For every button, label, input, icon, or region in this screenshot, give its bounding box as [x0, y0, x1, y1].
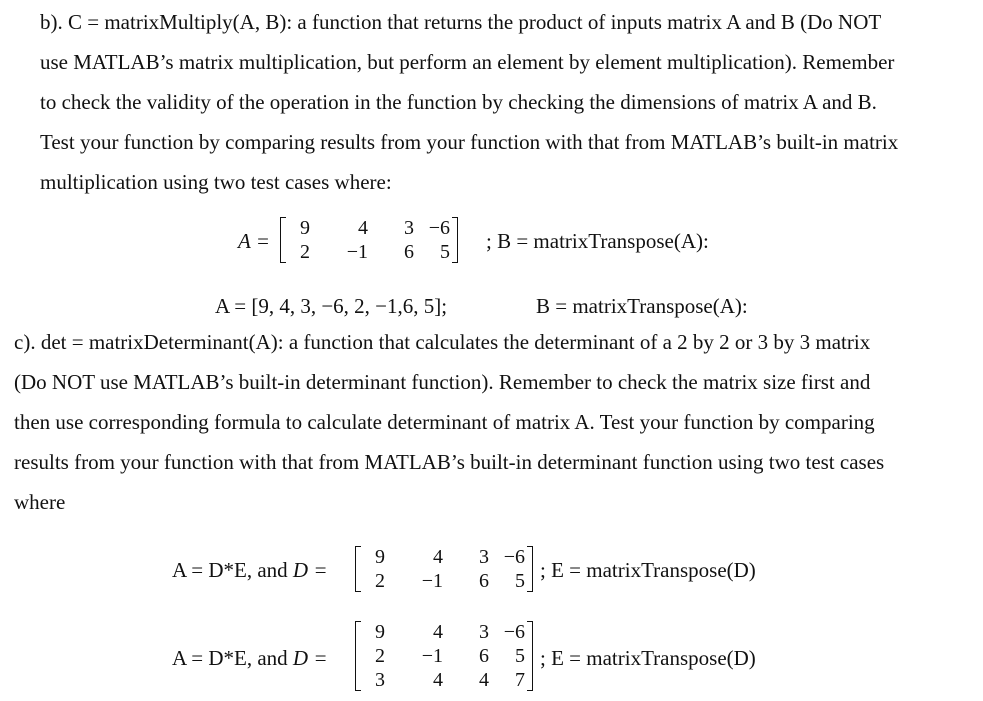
left-bracket	[355, 621, 361, 691]
matrix-cell: 6	[404, 241, 414, 263]
eq4-rhs: ; E = matrixTranspose(D)	[540, 646, 756, 670]
eq3-lhs	[172, 558, 328, 582]
matrix-cell: 5	[515, 645, 525, 667]
eq1-lhs: A =	[238, 229, 270, 253]
matrix-a-2x4	[280, 216, 458, 264]
eq4-lhs-a: A = D*E, and	[172, 646, 288, 670]
matrix-cell: −1	[346, 241, 368, 263]
part-b-line-1: b). C = matrixMultiply(A, B): a function that returns the product of inputs matrix A and B (Do NOT	[40, 10, 882, 34]
matrix-cell: 2	[300, 241, 310, 263]
eq3-rhs: ; E = matrixTranspose(D)	[540, 558, 756, 582]
matrix-cell: 9	[300, 217, 310, 239]
part-b-line-4: Test your function by comparing results from your function with that from MATLAB’s built-in matrix	[40, 130, 899, 154]
eq2-rhs: B = matrixTranspose(A):	[536, 294, 748, 318]
part-c-line-2: (Do NOT use MATLAB’s built-in determinant function). Remember to check the matrix size first and	[14, 370, 871, 394]
matrix-cell: 5	[440, 241, 450, 263]
matrix-cell: −6	[503, 621, 525, 643]
part-c-line-3: then use corresponding formula to calculate determinant of matrix A. Test your function by comparing	[14, 410, 875, 434]
matrix-cell: −6	[428, 217, 450, 239]
matrix-cell: 3	[479, 621, 489, 643]
part-c-line-5: where	[14, 490, 66, 514]
matrix-cell: 6	[479, 570, 489, 592]
eq1-rhs: ; B = matrixTranspose(A):	[486, 229, 709, 253]
matrix-cell: 7	[515, 669, 525, 691]
matrix-cell: −6	[503, 546, 525, 568]
matrix-cell: 4	[358, 217, 368, 239]
matrix-cell: 2	[375, 645, 385, 667]
part-c-line-4: results from your function with that from MATLAB’s built-in determinant function using two test cases	[14, 450, 885, 474]
matrix-cell: 2	[375, 570, 385, 592]
matrix-cell: 4	[479, 669, 489, 691]
part-b-line-3: to check the validity of the operation in the function by checking the dimensions of matrix A and B.	[40, 90, 877, 114]
matrix-cell: 4	[433, 621, 443, 643]
eq3-lhs-a: A = D*E, and	[172, 558, 288, 582]
right-bracket	[452, 217, 458, 263]
left-bracket	[355, 546, 361, 592]
matrix-d-2x4	[355, 545, 533, 593]
right-bracket	[527, 621, 533, 691]
matrix-cell: 9	[375, 621, 385, 643]
matrix-cell: 3	[375, 669, 385, 691]
part-b-line-5: multiplication using two test cases where:	[40, 170, 392, 194]
left-bracket	[280, 217, 286, 263]
right-bracket	[527, 546, 533, 592]
eq2-lhs: A = [9, 4, 3, −6, 2, −1,6, 5];	[215, 294, 448, 318]
eq3-lhs-d: D =	[292, 558, 328, 582]
matrix-cell: 6	[479, 645, 489, 667]
matrix-cell: 4	[433, 546, 443, 568]
matrix-cell: 3	[479, 546, 489, 568]
matrix-cell: −1	[421, 570, 443, 592]
matrix-cell: 9	[375, 546, 385, 568]
matrix-cell: −1	[421, 645, 443, 667]
part-b-line-2: use MATLAB’s matrix multiplication, but perform an element by element multiplication). Remember	[40, 50, 895, 74]
matrix-d-3x4	[355, 620, 533, 692]
matrix-cell: 4	[433, 669, 443, 691]
part-c-line-1: c). det = matrixDeterminant(A): a function that calculates the determinant of a 2 by 2 or 3 by 3 matrix	[14, 330, 871, 354]
matrix-cell: 3	[404, 217, 414, 239]
eq4-lhs-d: D =	[292, 646, 328, 670]
matrix-cell: 5	[515, 570, 525, 592]
eq4-lhs	[172, 646, 328, 670]
